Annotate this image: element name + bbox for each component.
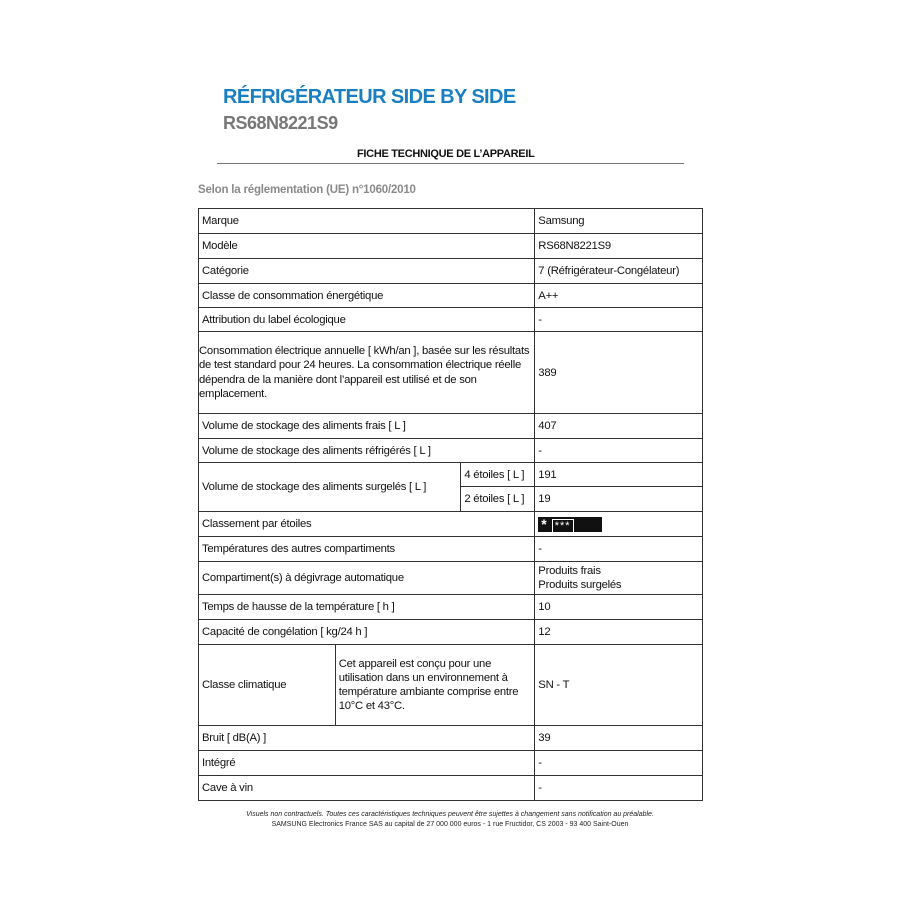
spec-value: - [535, 439, 703, 463]
table-row [199, 562, 703, 595]
table-row [199, 726, 703, 751]
spec-value: Samsung [535, 209, 703, 234]
defrost-value-line: Produits surgelés [538, 579, 622, 591]
spec-label: Marque [199, 209, 535, 234]
table-row [199, 209, 703, 234]
spec-label: Intégré [199, 751, 535, 776]
footer-company: SAMSUNG Electronics France SAS au capital de 27 000 000 euros - 1 rue Fructidor, CS 2003 - 93 400 Saint-Ouen [271, 821, 629, 828]
spec-sublabel: 4 étoiles [ L ] [461, 463, 535, 487]
spec-label: Classe climatique [199, 645, 336, 726]
spec-value: RS68N8221S9 [535, 234, 703, 259]
spec-label: Volume de stockage des aliments frais [ L ] [199, 414, 535, 439]
table-row [199, 537, 703, 562]
small-stars-icon: *** [552, 519, 574, 533]
table-row [199, 439, 703, 463]
spec-label: Consommation électrique annuelle [ kWh/an ], basée sur les résultats de test standard pour 24 heures. La consommation électrique réelle dépendra de la manière dont l’appareil est utilisé et de son emplacement. [199, 332, 535, 414]
table-row [199, 776, 703, 801]
spec-value: 389 [535, 332, 703, 414]
spec-label: Volume de stockage des aliments surgelés [ L ] [199, 463, 461, 512]
spec-label: Volume de stockage des aliments réfrigérés [ L ] [199, 439, 535, 463]
spec-label: Temps de hausse de la température [ h ] [199, 595, 535, 620]
spec-table [198, 208, 703, 801]
sheet-subtitle: FICHE TECHNIQUE DE L’APPAREIL [357, 148, 535, 160]
spec-value: 10 [535, 595, 703, 620]
header-divider [217, 163, 684, 164]
spec-value: - [535, 776, 703, 801]
table-row [199, 308, 703, 332]
table-row [199, 463, 703, 487]
big-star-icon: * [541, 515, 548, 532]
spec-value: 7 (Réfrigérateur-Congélateur) [535, 259, 703, 284]
spec-value: SN - T [535, 645, 703, 726]
table-row [199, 751, 703, 776]
spec-label: Températures des autres compartiments [199, 537, 535, 562]
spec-label: Cave à vin [199, 776, 535, 801]
spec-value: 39 [535, 726, 703, 751]
table-row [199, 512, 703, 537]
spec-note: Cet appareil est conçu pour une utilisation dans un environnement à température ambiante comprise entre 10°C et 43°C. [335, 645, 535, 726]
spec-value: 191 [535, 463, 703, 487]
spec-value: - [535, 308, 703, 332]
model-number: RS68N8221S9 [223, 113, 338, 133]
spec-value [535, 512, 703, 537]
spec-label: Modèle [199, 234, 535, 259]
spec-label: Compartiment(s) à dégivrage automatique [199, 562, 535, 595]
spec-value: - [535, 751, 703, 776]
page-title: RÉFRIGÉRATEUR SIDE BY SIDE [223, 86, 516, 108]
table-row [199, 645, 703, 726]
table-row [199, 620, 703, 645]
table-row [199, 332, 703, 414]
regulation-note: Selon la réglementation (UE) n°1060/2010 [198, 184, 416, 196]
spec-sublabel: 2 étoiles [ L ] [461, 487, 535, 512]
spec-label: Attribution du label écologique [199, 308, 535, 332]
table-row [199, 284, 703, 308]
defrost-value-line: Produits frais [538, 565, 601, 577]
spec-value: 407 [535, 414, 703, 439]
table-row [199, 234, 703, 259]
table-row [199, 259, 703, 284]
spec-label: Classe de consommation énergétique [199, 284, 535, 308]
spec-label: Bruit [ dB(A) ] [199, 726, 535, 751]
spec-value: 19 [535, 487, 703, 512]
table-row [199, 414, 703, 439]
spec-value: - [535, 537, 703, 562]
spec-value: A++ [535, 284, 703, 308]
freezer-star-rating-icon [538, 517, 602, 532]
spec-value [535, 562, 703, 595]
spec-label: Classement par étoiles [199, 512, 535, 537]
spec-value: 12 [535, 620, 703, 645]
table-row [199, 595, 703, 620]
spec-label: Capacité de congélation [ kg/24 h ] [199, 620, 535, 645]
footer-disclaimer: Visuels non contractuels. Toutes ces caractéristiques techniques peuvent être sujettes à changement sans notification au préalable. [246, 811, 654, 818]
spec-label: Catégorie [199, 259, 535, 284]
